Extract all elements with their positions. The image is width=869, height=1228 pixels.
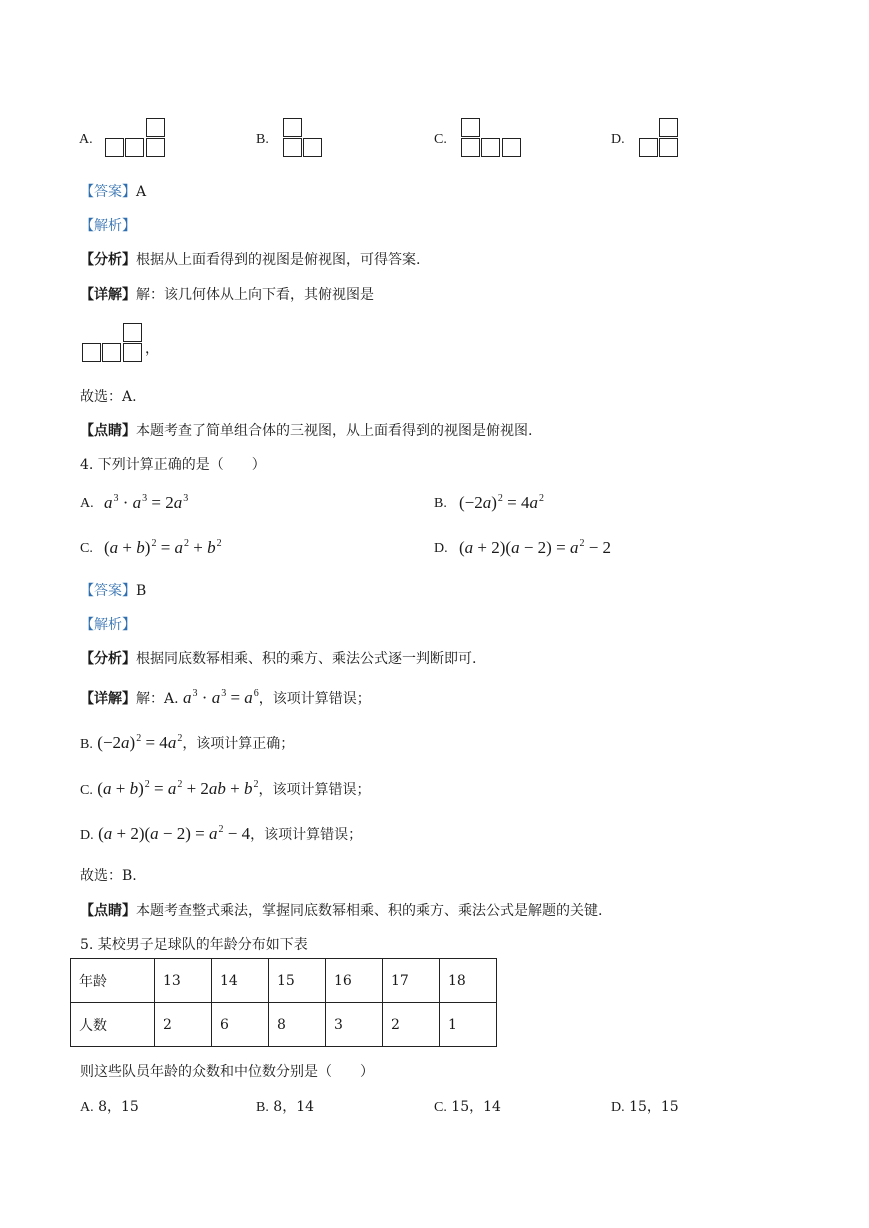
option-letter: A. — [80, 1100, 94, 1115]
table-cell: 17 — [383, 959, 440, 1003]
age-distribution-table — [70, 958, 497, 1047]
q4-option-c-letter: C. — [80, 541, 93, 556]
q3-answer-line — [80, 181, 146, 201]
q3-option-d-letter: D. — [611, 132, 625, 147]
fenxi-tag: 【分析】 — [80, 651, 136, 667]
q5-stem: 5. 某校男子足球队的年龄分布如下表 — [80, 937, 308, 953]
q4-detail-a-formula: $a^3 \cdot a^3 = a^6$ — [183, 688, 259, 707]
q3-option-a-letter: A. — [79, 132, 93, 147]
q3-choose: 故选：A. — [80, 389, 137, 405]
q3-solution-figure — [82, 323, 144, 365]
q4-detail-b-letter: B. — [80, 737, 93, 752]
fenxi-tag: 【分析】 — [80, 252, 136, 268]
table-cell: 16 — [326, 959, 383, 1003]
q4-detail-d-verdict: ，该项计算错误； — [250, 827, 363, 843]
q3-solution-comma: ， — [145, 341, 159, 357]
table-cell: 8 — [269, 1003, 326, 1047]
table-cell: 6 — [212, 1003, 269, 1047]
table-cell: 2 — [155, 1003, 212, 1047]
fenxi-text: 根据同底数幂相乘、积的乘方、乘法公式逐一判断即可. — [136, 651, 477, 667]
dianjing-tag: 【点睛】 — [80, 423, 136, 439]
q3-option-b-figure — [283, 118, 325, 160]
q4-detail-b-formula: $(-2a)^2 = 4a^2$ — [97, 733, 183, 752]
option-letter: B. — [256, 1100, 269, 1115]
q4-option-d-letter: D. — [434, 541, 448, 556]
table-cell: 1 — [440, 1003, 497, 1047]
q4-option-a-formula: $a^3 \cdot a^3 = 2a^3$ — [104, 493, 189, 512]
dianjing-tag: 【点睛】 — [80, 903, 136, 919]
q5-question: 则这些队员年龄的众数和中位数分别是（ ） — [80, 1064, 374, 1080]
table-header-count: 人数 — [71, 1003, 155, 1047]
q4-detail-d-line — [80, 824, 362, 844]
q4-option-b-letter: B. — [434, 496, 447, 511]
q5-option-a — [80, 1096, 139, 1116]
q4-detail-c-letter: C. — [80, 783, 93, 798]
q4-detail-c-line — [80, 779, 371, 799]
fenxi-text: 根据从上面看得到的视图是俯视图，可得答案. — [136, 252, 421, 268]
q4-option-d-formula: $(a + 2)(a - 2) = a^2 - 2$ — [459, 538, 612, 557]
xiangjie-text: 解：该几何体从上向下看，其俯视图是 — [136, 287, 374, 303]
q4-option-c-formula: $(a + b)^2 = a^2 + b^2$ — [104, 538, 222, 557]
table-row — [71, 1003, 497, 1047]
q3-option-c-figure — [461, 118, 523, 160]
q4-stem: 4. 下列计算正确的是（ ） — [80, 457, 266, 473]
answer-value: A — [136, 184, 147, 200]
option-text: 8，15 — [98, 1099, 139, 1115]
q3-xiangjie-line — [80, 284, 374, 304]
option-text: 15，14 — [451, 1099, 501, 1115]
option-text: 15，15 — [629, 1099, 679, 1115]
q4-detail-d-formula: $(a + 2)(a - 2) = a^2 - 4$ — [98, 824, 251, 843]
table-row — [71, 959, 497, 1003]
answer-tag: 【答案】 — [80, 184, 136, 200]
q4-detail-c-formula: $(a + b)^2 = a^2 + 2ab + b^2$ — [97, 779, 259, 798]
q3-option-d-figure — [639, 118, 681, 160]
xiangjie-tag: 【详解】 — [80, 691, 136, 707]
q3-option-b-letter: B. — [256, 132, 269, 147]
dianjing-text: 本题考查整式乘法，掌握同底数幂相乘、积的乘方、乘法公式是解题的关键. — [136, 903, 603, 919]
table-cell: 15 — [269, 959, 326, 1003]
q5-option-d — [611, 1096, 679, 1116]
table-cell: 3 — [326, 1003, 383, 1047]
xiangjie-prefix: 解：A. — [136, 691, 179, 707]
q4-detail-c-verdict: ，该项计算错误； — [258, 782, 371, 798]
q4-analysis-tag: 【解析】 — [80, 617, 136, 633]
table-header-age: 年龄 — [71, 959, 155, 1003]
q4-option-a-letter: A. — [80, 496, 94, 511]
table-cell: 2 — [383, 1003, 440, 1047]
q3-dianjing-line — [80, 420, 532, 440]
q3-analysis-tag: 【解析】 — [80, 218, 136, 234]
option-letter: C. — [434, 1100, 447, 1115]
answer-tag: 【答案】 — [80, 583, 136, 599]
q4-dianjing-line — [80, 900, 602, 920]
q4-detail-a-verdict: ，该项计算错误； — [258, 691, 371, 707]
q4-xiangjie-line — [80, 688, 371, 708]
table-cell: 13 — [155, 959, 212, 1003]
q4-choose: 故选：B. — [80, 868, 137, 884]
answer-value: B — [136, 583, 147, 599]
q4-option-b-formula: $(-2a)^2 = 4a^2$ — [459, 493, 545, 512]
q5-option-c — [434, 1096, 501, 1116]
dianjing-text: 本题考查了简单组合体的三视图，从上面看得到的视图是俯视图. — [136, 423, 533, 439]
xiangjie-tag: 【详解】 — [80, 287, 136, 303]
q4-detail-b-verdict: ，该项计算正确； — [182, 736, 295, 752]
option-letter: D. — [611, 1100, 625, 1115]
q4-answer-line — [80, 580, 146, 600]
q3-option-c-letter: C. — [434, 132, 447, 147]
table-cell: 18 — [440, 959, 497, 1003]
q4-detail-b-line — [80, 733, 294, 753]
q4-fenxi-line — [80, 648, 476, 668]
q4-detail-d-letter: D. — [80, 828, 94, 843]
q3-option-a-figure — [105, 118, 167, 160]
table-cell: 14 — [212, 959, 269, 1003]
q3-fenxi-line — [80, 249, 420, 269]
option-text: 8，14 — [273, 1099, 315, 1115]
q5-option-b — [256, 1096, 314, 1116]
